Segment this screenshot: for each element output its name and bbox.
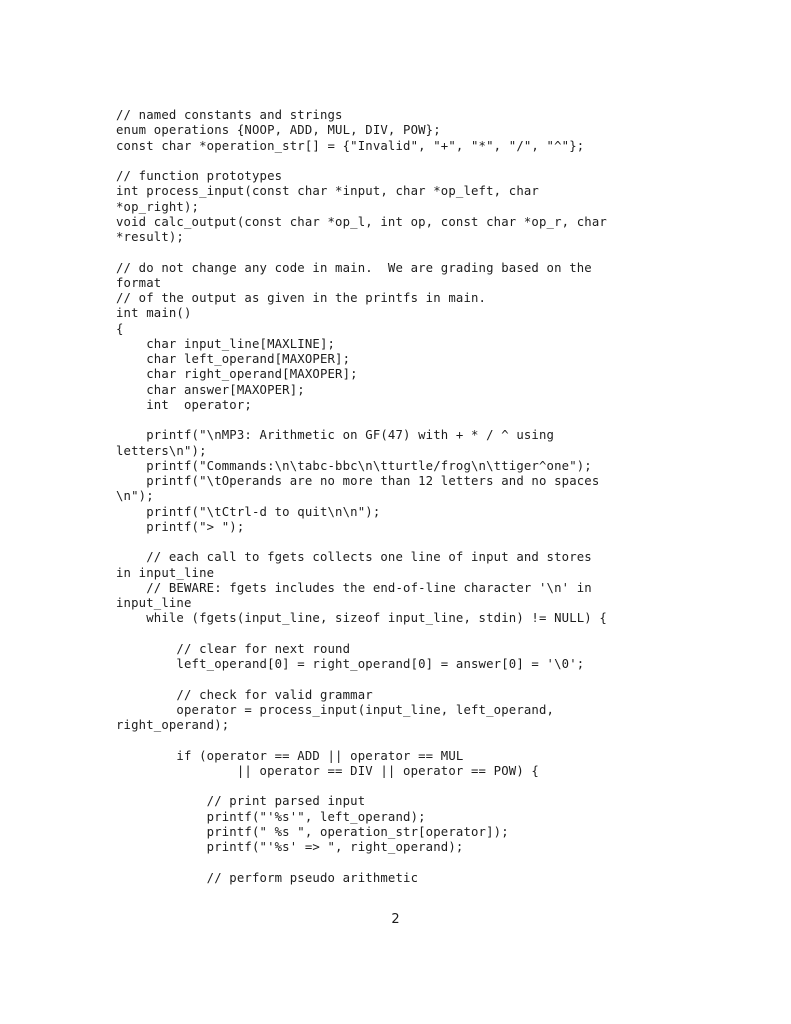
code-line: int main() bbox=[116, 306, 192, 321]
code-line: char input_line[MAXLINE]; bbox=[116, 336, 336, 351]
code-line: printf("'%s'", left_operand); bbox=[116, 809, 426, 824]
code-line: operator = process_input(input_line, left_operand, bbox=[116, 702, 555, 717]
code-line: // perform pseudo arithmetic bbox=[116, 870, 419, 885]
code-line: char right_operand[MAXOPER]; bbox=[116, 367, 358, 382]
code-line: int process_input(const char *input, char *op_left, char bbox=[116, 184, 539, 199]
code-line bbox=[116, 535, 686, 550]
code-line bbox=[116, 733, 686, 748]
code-line: // BEWARE: fgets includes the end-of-line character '\n' in bbox=[116, 580, 592, 595]
code-line: // print parsed input bbox=[116, 794, 366, 809]
code-line: right_operand); bbox=[116, 718, 230, 732]
code-line: { bbox=[116, 321, 124, 336]
code-line: // check for valid grammar bbox=[116, 687, 373, 702]
code-line: if (operator == ADD || operator == MUL bbox=[116, 748, 464, 763]
code-line bbox=[116, 855, 686, 870]
code-line bbox=[116, 154, 686, 169]
code-line: input_line bbox=[116, 596, 192, 610]
code-line: printf("'%s' => ", right_operand); bbox=[116, 840, 464, 854]
code-line: printf("\tCtrl-d to quit\n\n"); bbox=[116, 504, 381, 519]
code-line: *result); bbox=[116, 230, 184, 244]
code-line: // clear for next round bbox=[116, 641, 351, 656]
code-line: // named constants and strings bbox=[116, 108, 343, 122]
code-line: *op_right); bbox=[116, 199, 200, 214]
code-line: printf("Commands:\n\tabc-bbc\n\tturtle/frog\n\ttiger^one"); bbox=[116, 458, 592, 473]
code-line: || operator == DIV || operator == POW) { bbox=[116, 763, 539, 778]
code-line: left_operand[0] = right_operand[0] = answer[0] = '\0'; bbox=[116, 657, 585, 671]
code-line: int operator; bbox=[116, 397, 252, 412]
code-line: while (fgets(input_line, sizeof input_line, stdin) != NULL) { bbox=[116, 611, 607, 626]
code-line bbox=[116, 779, 686, 794]
code-line: \n"); bbox=[116, 489, 154, 504]
code-line: // each call to fgets collects one line of input and stores bbox=[116, 550, 592, 565]
code-line bbox=[116, 245, 686, 260]
code-line bbox=[116, 413, 686, 428]
code-line: in input_line bbox=[116, 565, 215, 580]
code-line: printf(" %s ", operation_str[operator]); bbox=[116, 824, 509, 839]
code-line: // function prototypes bbox=[116, 169, 283, 183]
code-listing bbox=[116, 108, 686, 886]
page-number: 2 bbox=[391, 912, 400, 927]
code-line: // of the output as given in the printfs in main. bbox=[116, 291, 487, 305]
code-line: enum operations {NOOP, ADD, MUL, DIV, POW}; bbox=[116, 123, 441, 138]
code-line: letters\n"); bbox=[116, 443, 207, 458]
code-line bbox=[116, 672, 686, 687]
code-line: char left_operand[MAXOPER]; bbox=[116, 352, 351, 366]
code-line bbox=[116, 627, 686, 642]
code-line: const char *operation_str[] = {"Invalid", "+", "*", "/", "^"}; bbox=[116, 138, 585, 153]
code-line: printf("\nMP3: Arithmetic on GF(47) with + * / ^ using bbox=[116, 428, 555, 443]
code-line: printf("\tOperands are no more than 12 letters and no spaces bbox=[116, 474, 600, 488]
code-line: void calc_output(const char *op_l, int op, const char *op_r, char bbox=[116, 214, 607, 229]
code-line: char answer[MAXOPER]; bbox=[116, 382, 305, 397]
code-line: printf("> "); bbox=[116, 519, 245, 534]
code-line: // do not change any code in main. We are grading based on the bbox=[116, 260, 592, 275]
code-line: format bbox=[116, 275, 162, 290]
